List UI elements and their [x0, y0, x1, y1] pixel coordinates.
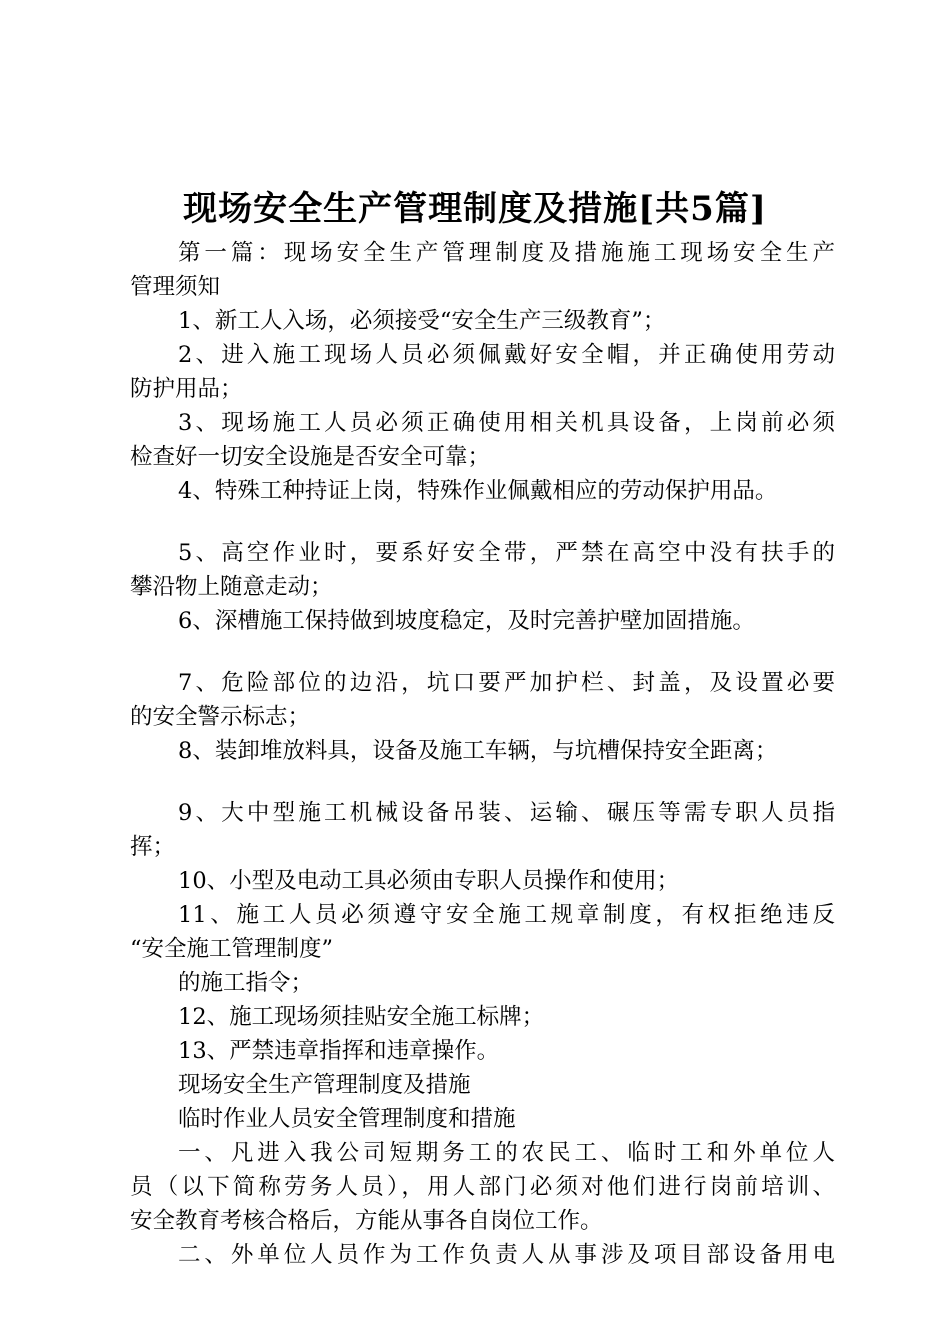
- paragraph-line: 的施工指令；: [178, 970, 314, 996]
- paragraph-line: 攀沿物上随意走动；: [130, 574, 333, 600]
- document-body: [130, 236, 835, 1272]
- paragraph-line: 2、进入施工现场人员必须佩戴好安全帽，并正确使用劳动: [178, 342, 835, 368]
- section-heading: 临时作业人员安全管理制度和措施: [178, 1106, 516, 1132]
- paragraph-line: 挥；: [130, 834, 176, 860]
- paragraph-line: 二、外单位人员作为工作负责人从事涉及项目部设备用电: [178, 1242, 835, 1268]
- paragraph-line: 一、凡进入我公司短期务工的农民工、临时工和外单位人: [178, 1140, 835, 1166]
- paragraph-line: 6、深槽施工保持做到坡度稳定，及时完善护壁加固措施。: [178, 608, 755, 634]
- paragraph-line: 的安全警示标志；: [130, 704, 311, 730]
- paragraph-line: 4、特殊工种持证上岗，特殊作业佩戴相应的劳动保护用品。: [178, 478, 778, 504]
- paragraph-line: 员（以下简称劳务人员），用人部门必须对他们进行岗前培训、: [130, 1174, 835, 1200]
- paragraph-line: 1、新工人入场，必须接受“安全生产三级教育”；: [178, 308, 666, 334]
- paragraph-line: 13、严禁违章指挥和违章操作。: [178, 1038, 500, 1064]
- blank-line: [130, 638, 835, 666]
- paragraph-line: 安全教育考核合格后，方能从事各自岗位工作。: [130, 1208, 603, 1234]
- blank-line: [130, 768, 835, 796]
- paragraph-line: 9、大中型施工机械设备吊装、运输、碾压等需专职人员指: [178, 800, 835, 826]
- paragraph-line: “安全施工管理制度”: [130, 936, 334, 962]
- paragraph-line: 检查好一切安全设施是否安全可靠；: [130, 444, 491, 470]
- paragraph-line: 11、施工人员必须遵守安全施工规章制度，有权拒绝违反: [178, 902, 835, 928]
- paragraph-line: 10、小型及电动工具必须由专职人员操作和使用；: [178, 868, 680, 894]
- paragraph-line: 5、高空作业时，要系好安全带，严禁在高空中没有扶手的: [178, 540, 835, 566]
- paragraph-line: 8、装卸堆放料具，设备及施工车辆，与坑槽保持安全距离；: [178, 738, 778, 764]
- paragraph-line: 3、现场施工人员必须正确使用相关机具设备，上岗前必须: [178, 410, 835, 436]
- paragraph-line: 12、施工现场须挂贴安全施工标牌；: [178, 1004, 545, 1030]
- paragraph-line: 防护用品；: [130, 376, 243, 402]
- section-heading: 现场安全生产管理制度及措施: [178, 1072, 471, 1098]
- document-title: 现场安全生产管理制度及措施[共5篇]: [183, 189, 767, 229]
- paragraph-line: 第一篇：现场安全生产管理制度及措施施工现场安全生产: [178, 240, 835, 266]
- blank-line: [130, 508, 835, 536]
- paragraph-line: 7、危险部位的边沿，坑口要严加护栏、封盖，及设置必要: [178, 670, 835, 696]
- paragraph-line: 管理须知: [130, 274, 221, 300]
